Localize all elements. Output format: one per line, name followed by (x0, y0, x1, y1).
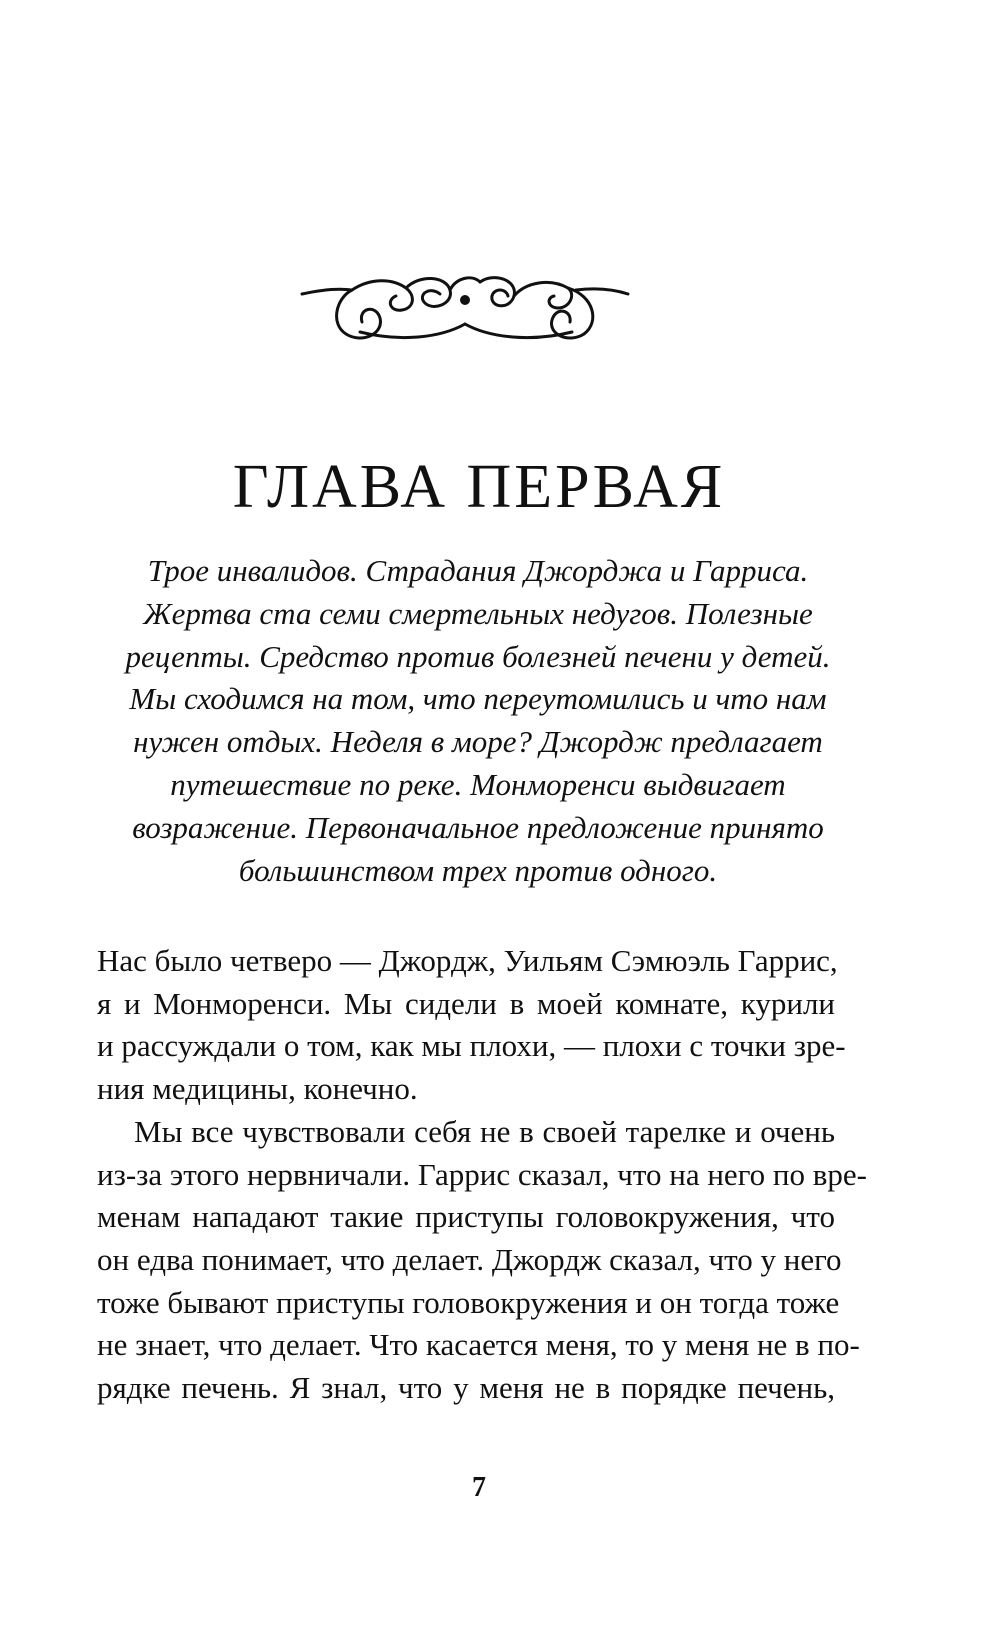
text-line: он едва понимает, что делает. Джордж сказал, что у него (97, 1241, 842, 1277)
text-line: из-за этого нервничали. Гаррис сказал, что на него по вре- (97, 1156, 867, 1192)
page-number: 7 (472, 1472, 486, 1503)
synopsis-line: Мы сходимся на том, что переутомились и что нам (129, 681, 827, 717)
synopsis-line: возражение. Первоначальное предложение принято (132, 809, 824, 845)
synopsis-line: путешествие по реке. Монморенси выдвигает (170, 766, 786, 802)
flourish-ornament-icon (300, 268, 630, 368)
paragraph-2 (97, 1111, 867, 1410)
text-line: тоже бывают приступы головокружения и он тогда тоже (97, 1284, 840, 1320)
synopsis-line: нужен отдых. Неделя в море? Джордж предлагает (133, 724, 823, 760)
text-line: и рассуждали о том, как мы плохи, — плохи с точки зре- (97, 1028, 846, 1064)
synopsis-line: Жертва ста семи смертельных недугов. Полезные (143, 595, 813, 631)
synopsis-line: Трое инвалидов. Страдания Джорджа и Гарриса. (147, 553, 809, 588)
text-line: ния медицины, конечно. (97, 1071, 418, 1107)
chapter-synopsis (110, 550, 846, 892)
chapter-title: ГЛАВА ПЕРВАЯ (232, 453, 726, 521)
chapter-body (97, 940, 867, 1410)
synopsis-line: большинством трех против одного. (238, 852, 718, 888)
text-line: менам нападают такие приступы головокружения, что (97, 1199, 835, 1235)
paragraph-1 (97, 940, 846, 1111)
text-line: Нас было четверо — Джордж, Уильям Сэмюэль Гаррис, (97, 943, 838, 978)
text-line: Мы все чувствовали себя не в своей тарелке и очень (134, 1113, 835, 1149)
text-line: я и Монморенси. Мы сидели в моей комнате, курили (97, 985, 835, 1021)
text-line: рядке печень. Я знал, что у меня не в порядке печень, (97, 1370, 835, 1406)
synopsis-line: рецепты. Средство против болезней печени у детей. (125, 638, 831, 674)
text-line: не знает, что делает. Что касается меня, то у меня не в по- (97, 1327, 860, 1363)
